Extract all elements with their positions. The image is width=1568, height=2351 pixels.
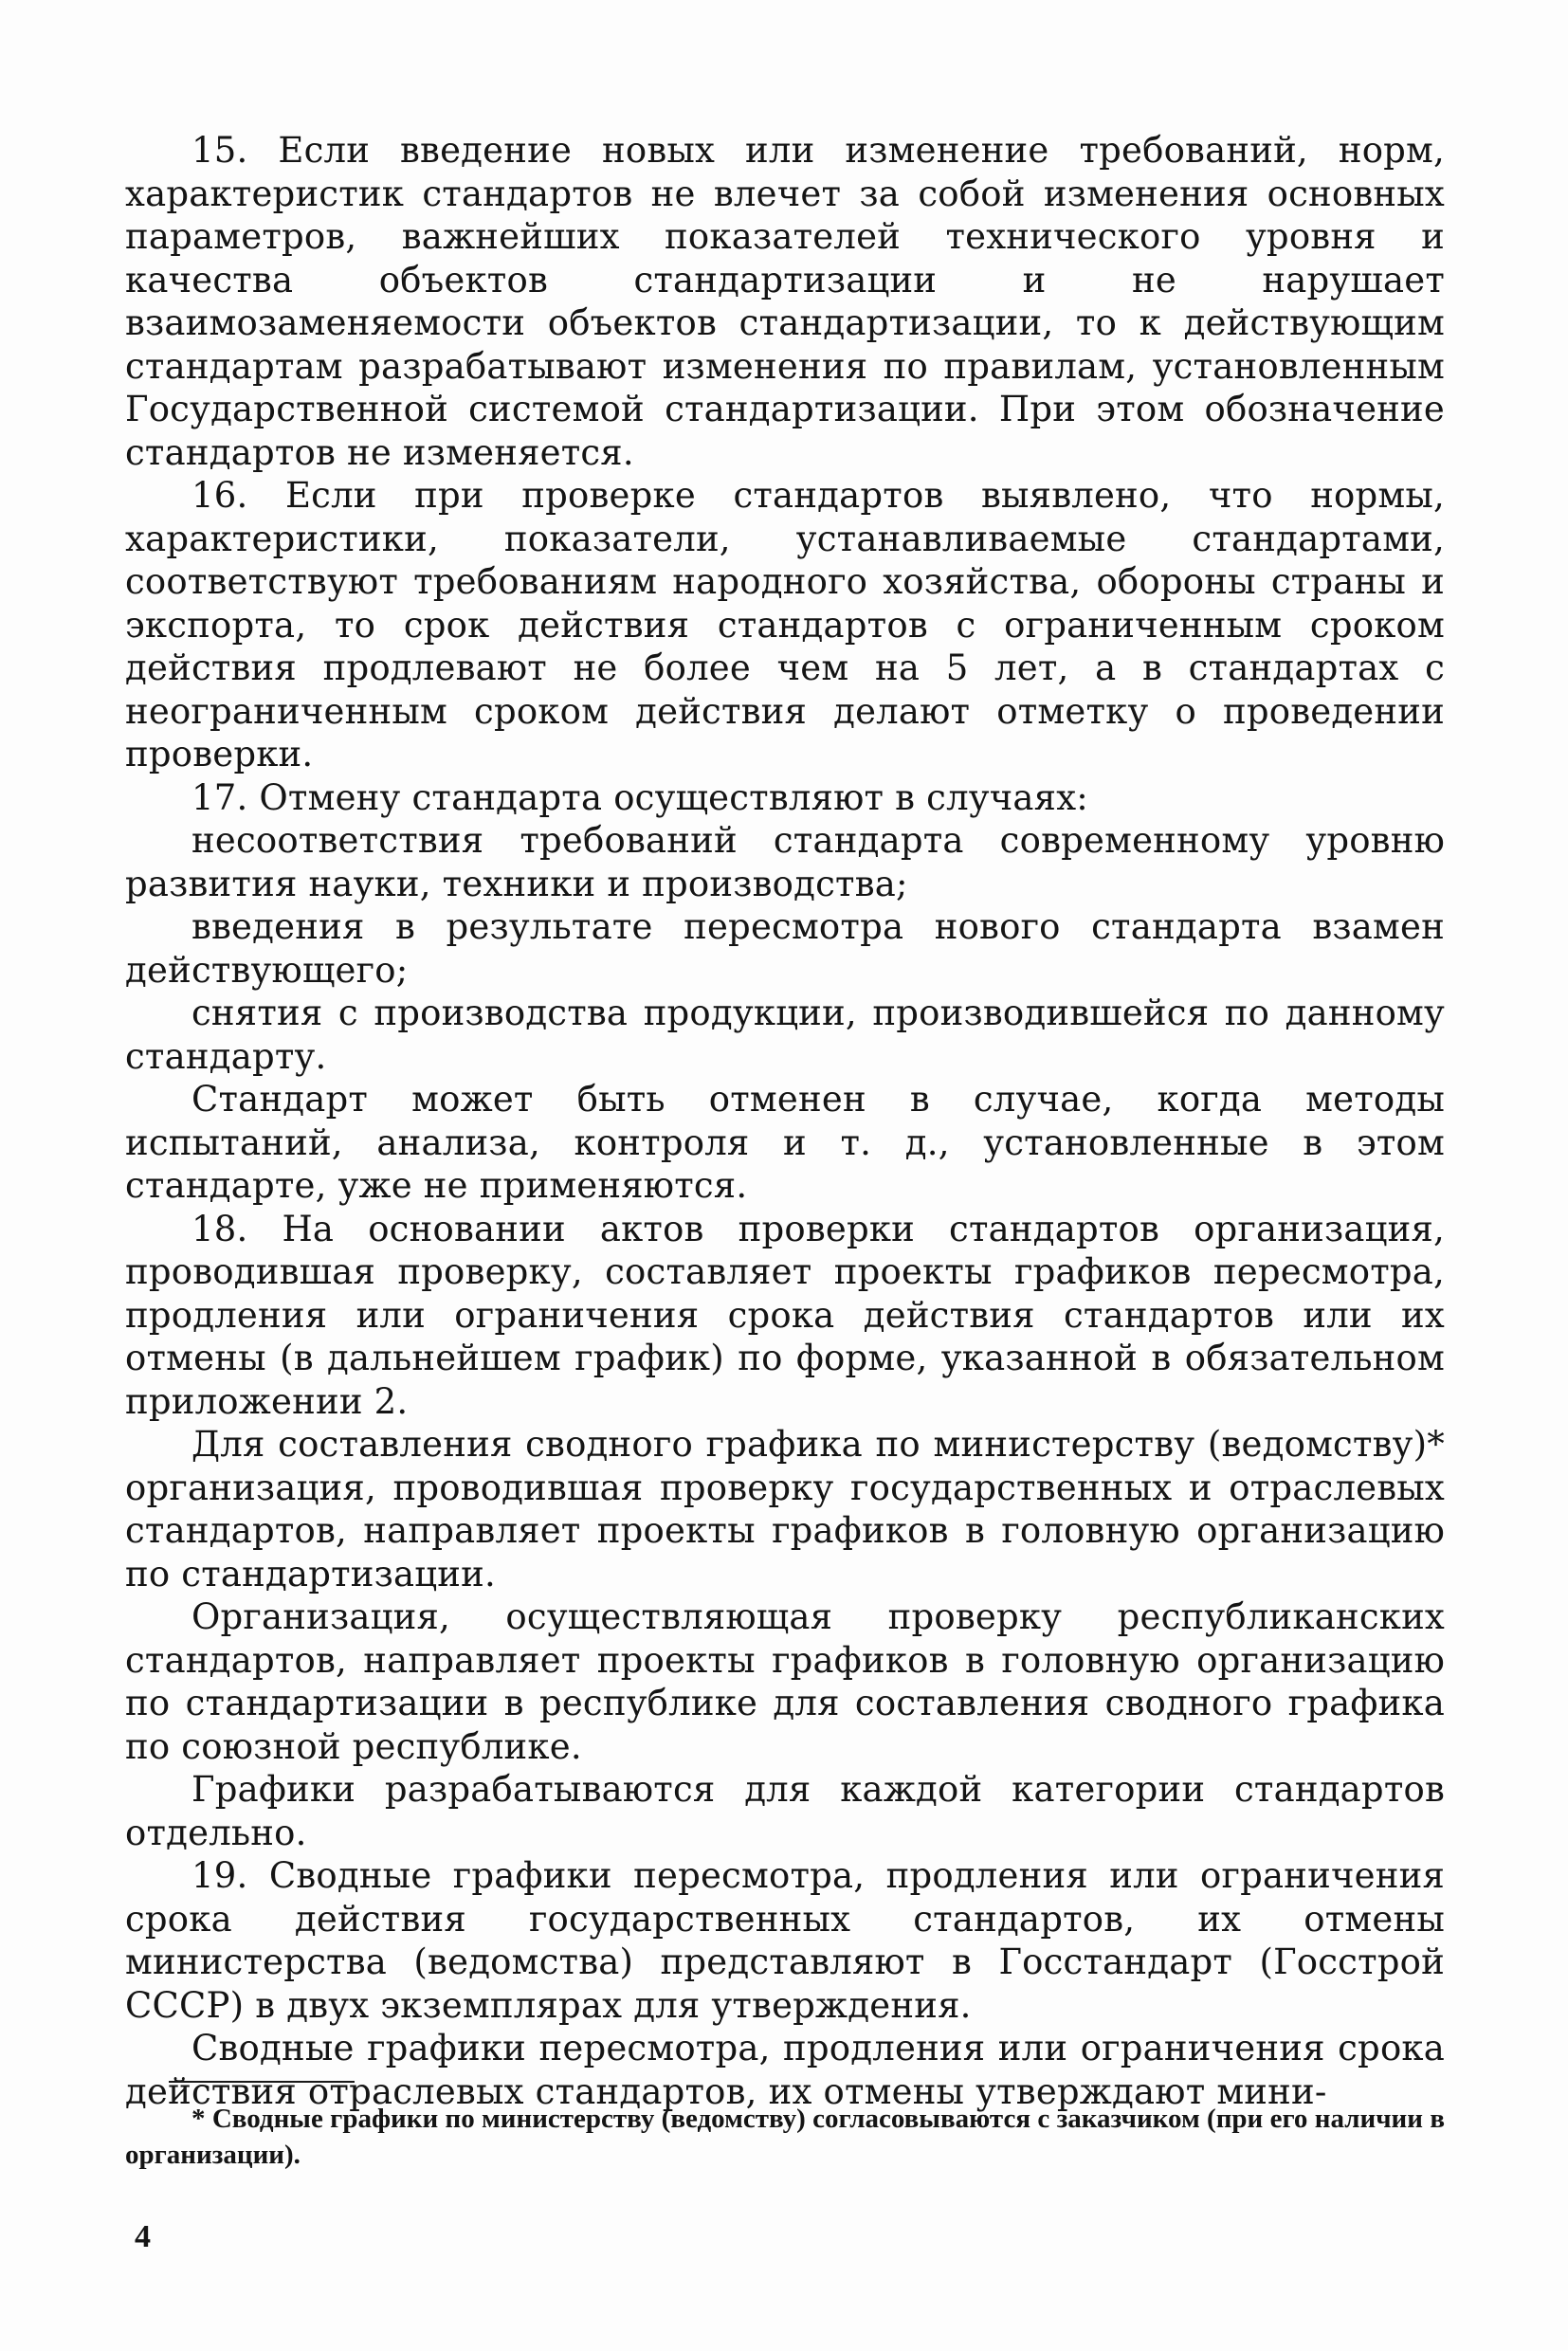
list-item-cancellation-reason-1: несоответствия требований стандарта современному уровню развития науки, техники и производства; <box>125 820 1445 904</box>
paragraph-15: 15. Если введение новых или изменение требований, норм, характеристик стандартов не влечет за собой изменения основных параметров, важнейших показателей технического уровня и качества объектов стандартизации и не нарушает взаимозаменяемости объектов стандартизации, то к действующим стандартам разрабатывают изменения по правилам, установленным Государственной системой стандартизации. При этом обозначение стандартов не изменяется. <box>125 130 1445 473</box>
paragraph-17-note: Стандарт может быть отменен в случае, когда методы испытаний, анализа, контроля и т. д., установленные в этом стандарте, уже не применяются. <box>125 1079 1445 1206</box>
paragraph-18-summary-schedule: Для составления сводного графика по министерству (ведомству)* организация, проводившая проверку государственных и отраслевых стандартов, направляет проекты графиков в головную организацию по стандартизации. <box>125 1424 1445 1595</box>
page-number: 4 <box>135 2219 151 2254</box>
paragraph-16: 16. Если при проверке стандартов выявлено, что нормы, характеристики, показатели, устанавливаемые стандартами, соответствуют требованиям народного хозяйства, обороны страны и экспорта, то срок действия стандартов с ограниченным сроком действия продлевают не более чем на 5 лет, а в стандартах с неограниченным сроком действия делают отметку о проведении проверки. <box>125 475 1445 775</box>
paragraph-17: 17. Отмену стандарта осуществляют в случаях: <box>191 776 1088 818</box>
footnote-divider <box>169 2081 355 2083</box>
list-item-cancellation-reason-3: снятия с производства продукции, производившейся по данному стандарту. <box>125 993 1445 1077</box>
paragraph-18: 18. На основании актов проверки стандартов организация, проводившая проверку, составляет проекты графиков пересмотра, продления или ограничения срока действия стандартов или их отмены (в дальнейшем график) по форме, указанной в обязательном приложении 2. <box>125 1208 1445 1422</box>
paragraph-18-republican: Организация, осуществляющая проверку республиканских стандартов, направляет проекты графиков в головную организацию по стандартизации в республике для составления сводного графика по союзной республике. <box>125 1596 1445 1767</box>
body-text <box>125 129 1445 2113</box>
footnote: * Сводные графики по министерству (ведомству) согласовываются с заказчиком (при его наличии в организации). <box>125 2104 1445 2170</box>
paragraph-18-categories: Графики разрабатываются для каждой категории стандартов отдельно. <box>125 1769 1445 1853</box>
paragraph-19-sectoral: Сводные графики пересмотра, продления или ограничения срока действия отраслевых стандартов, их отмены утверждают мини- <box>125 2028 1445 2112</box>
list-item-cancellation-reason-2: введения в результате пересмотра нового стандарта взамен действующего; <box>125 906 1445 991</box>
paragraph-19: 19. Сводные графики пересмотра, продления или ограничения срока действия государственных стандартов, их отмены министерства (ведомства) представляют в Госстандарт (Госстрой СССР) в двух экземплярах для утверждения. <box>125 1855 1445 2026</box>
